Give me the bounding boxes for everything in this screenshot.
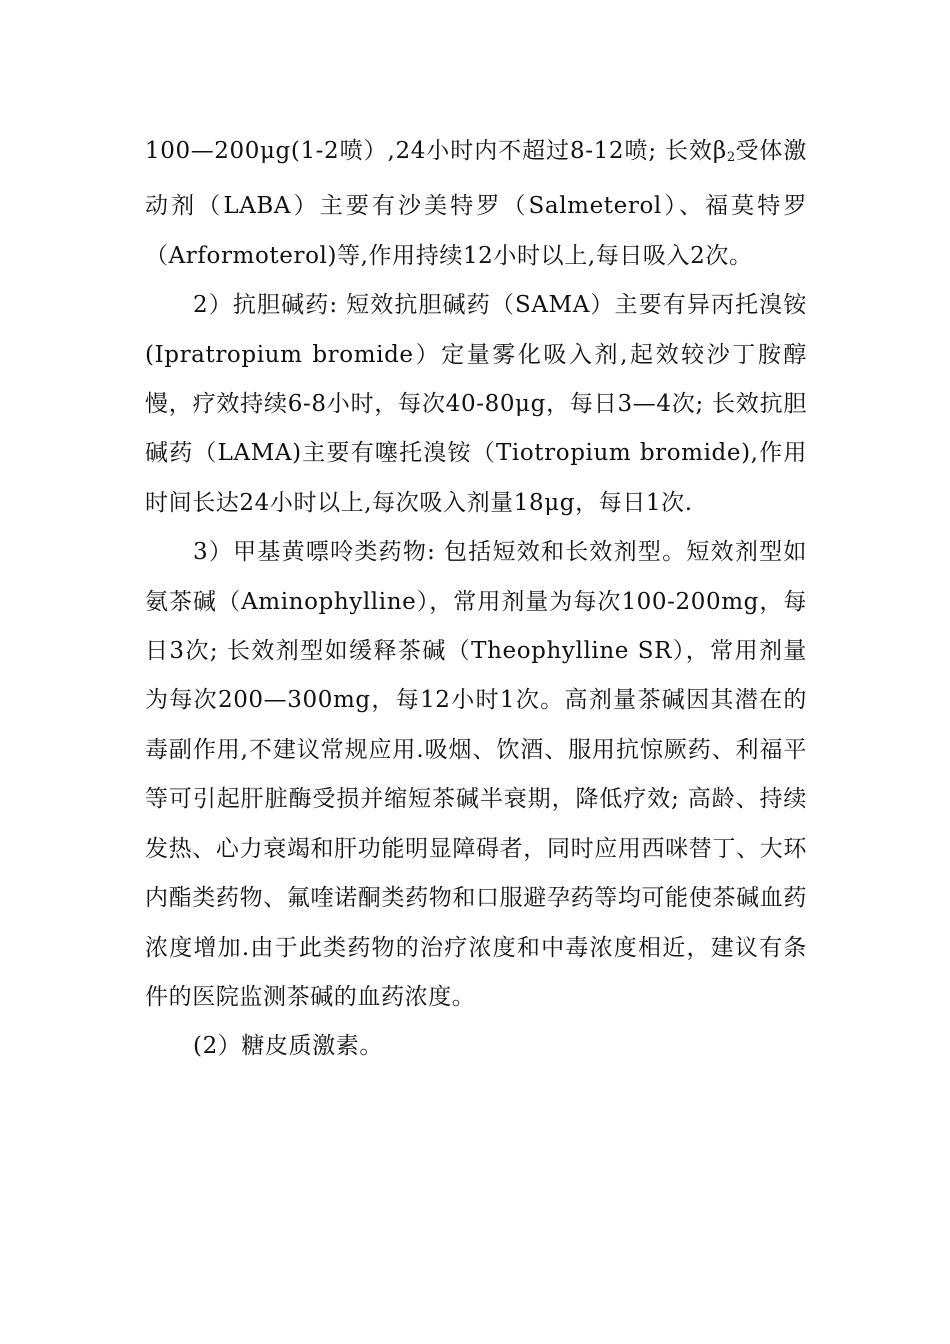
paragraph-anticholinergics: 2）抗胆碱药: 短效抗胆碱药（SAMA）主要有异丙托溴铵(Ipratropium bromide）定量雾化吸入剂,起效较沙丁胺醇慢，疗效持续6-8小时，每次40-80μg，每日3—4次; 长效抗胆碱药（LAMA)主要有噻托溴铵（Tiotropium bromide),作用时间长达24小时以上,每次吸入剂量18μg，每日1次. <box>145 292 807 516</box>
section-heading-glucocorticoids: (2）糖皮质激素。 <box>193 1033 384 1060</box>
subscript-2: 2 <box>726 150 736 165</box>
document-body <box>145 127 807 1072</box>
paragraph-methylxanthines: 3）甲基黄嘌呤类药物: 包括短效和长效剂型。短效剂型如氨茶碱（Aminophylline），常用剂量为每次100-200mg，每日3次; 长效剂型如缓释茶碱（Theophylline SR），常用剂量为每次200—300mg，每12小时1次。高剂量茶碱因其潜在的毒副作用,不建议常规应用.吸烟、饮酒、服用抗惊厥药、利福平等可引起肝脏酶受损并缩短茶碱半衰期，降低疗效; 高龄、持续发热、心力衰竭和肝功能明显障碍者，同时应用西咪替丁、大环内酯类药物、氟喹诺酮类药物和口服避孕药等均可能使茶碱血药浓度增加.由于此类药物的治疗浓度和中毒浓度相近，建议有条件的医院监测茶碱的血药浓度。 <box>145 539 807 1010</box>
paragraph-text-part: 受体激动剂（LABA）主要有沙美特罗（Salmeterol）、福莫特罗（Arformoterol)等,作用持续12小时以上,每日吸入2次。 <box>145 138 807 269</box>
paragraph-beta2-agonists <box>145 127 807 281</box>
paragraph-text-part: 100—200μg(1-2喷）,24小时内不超过8-12喷; 长效β <box>145 138 727 164</box>
